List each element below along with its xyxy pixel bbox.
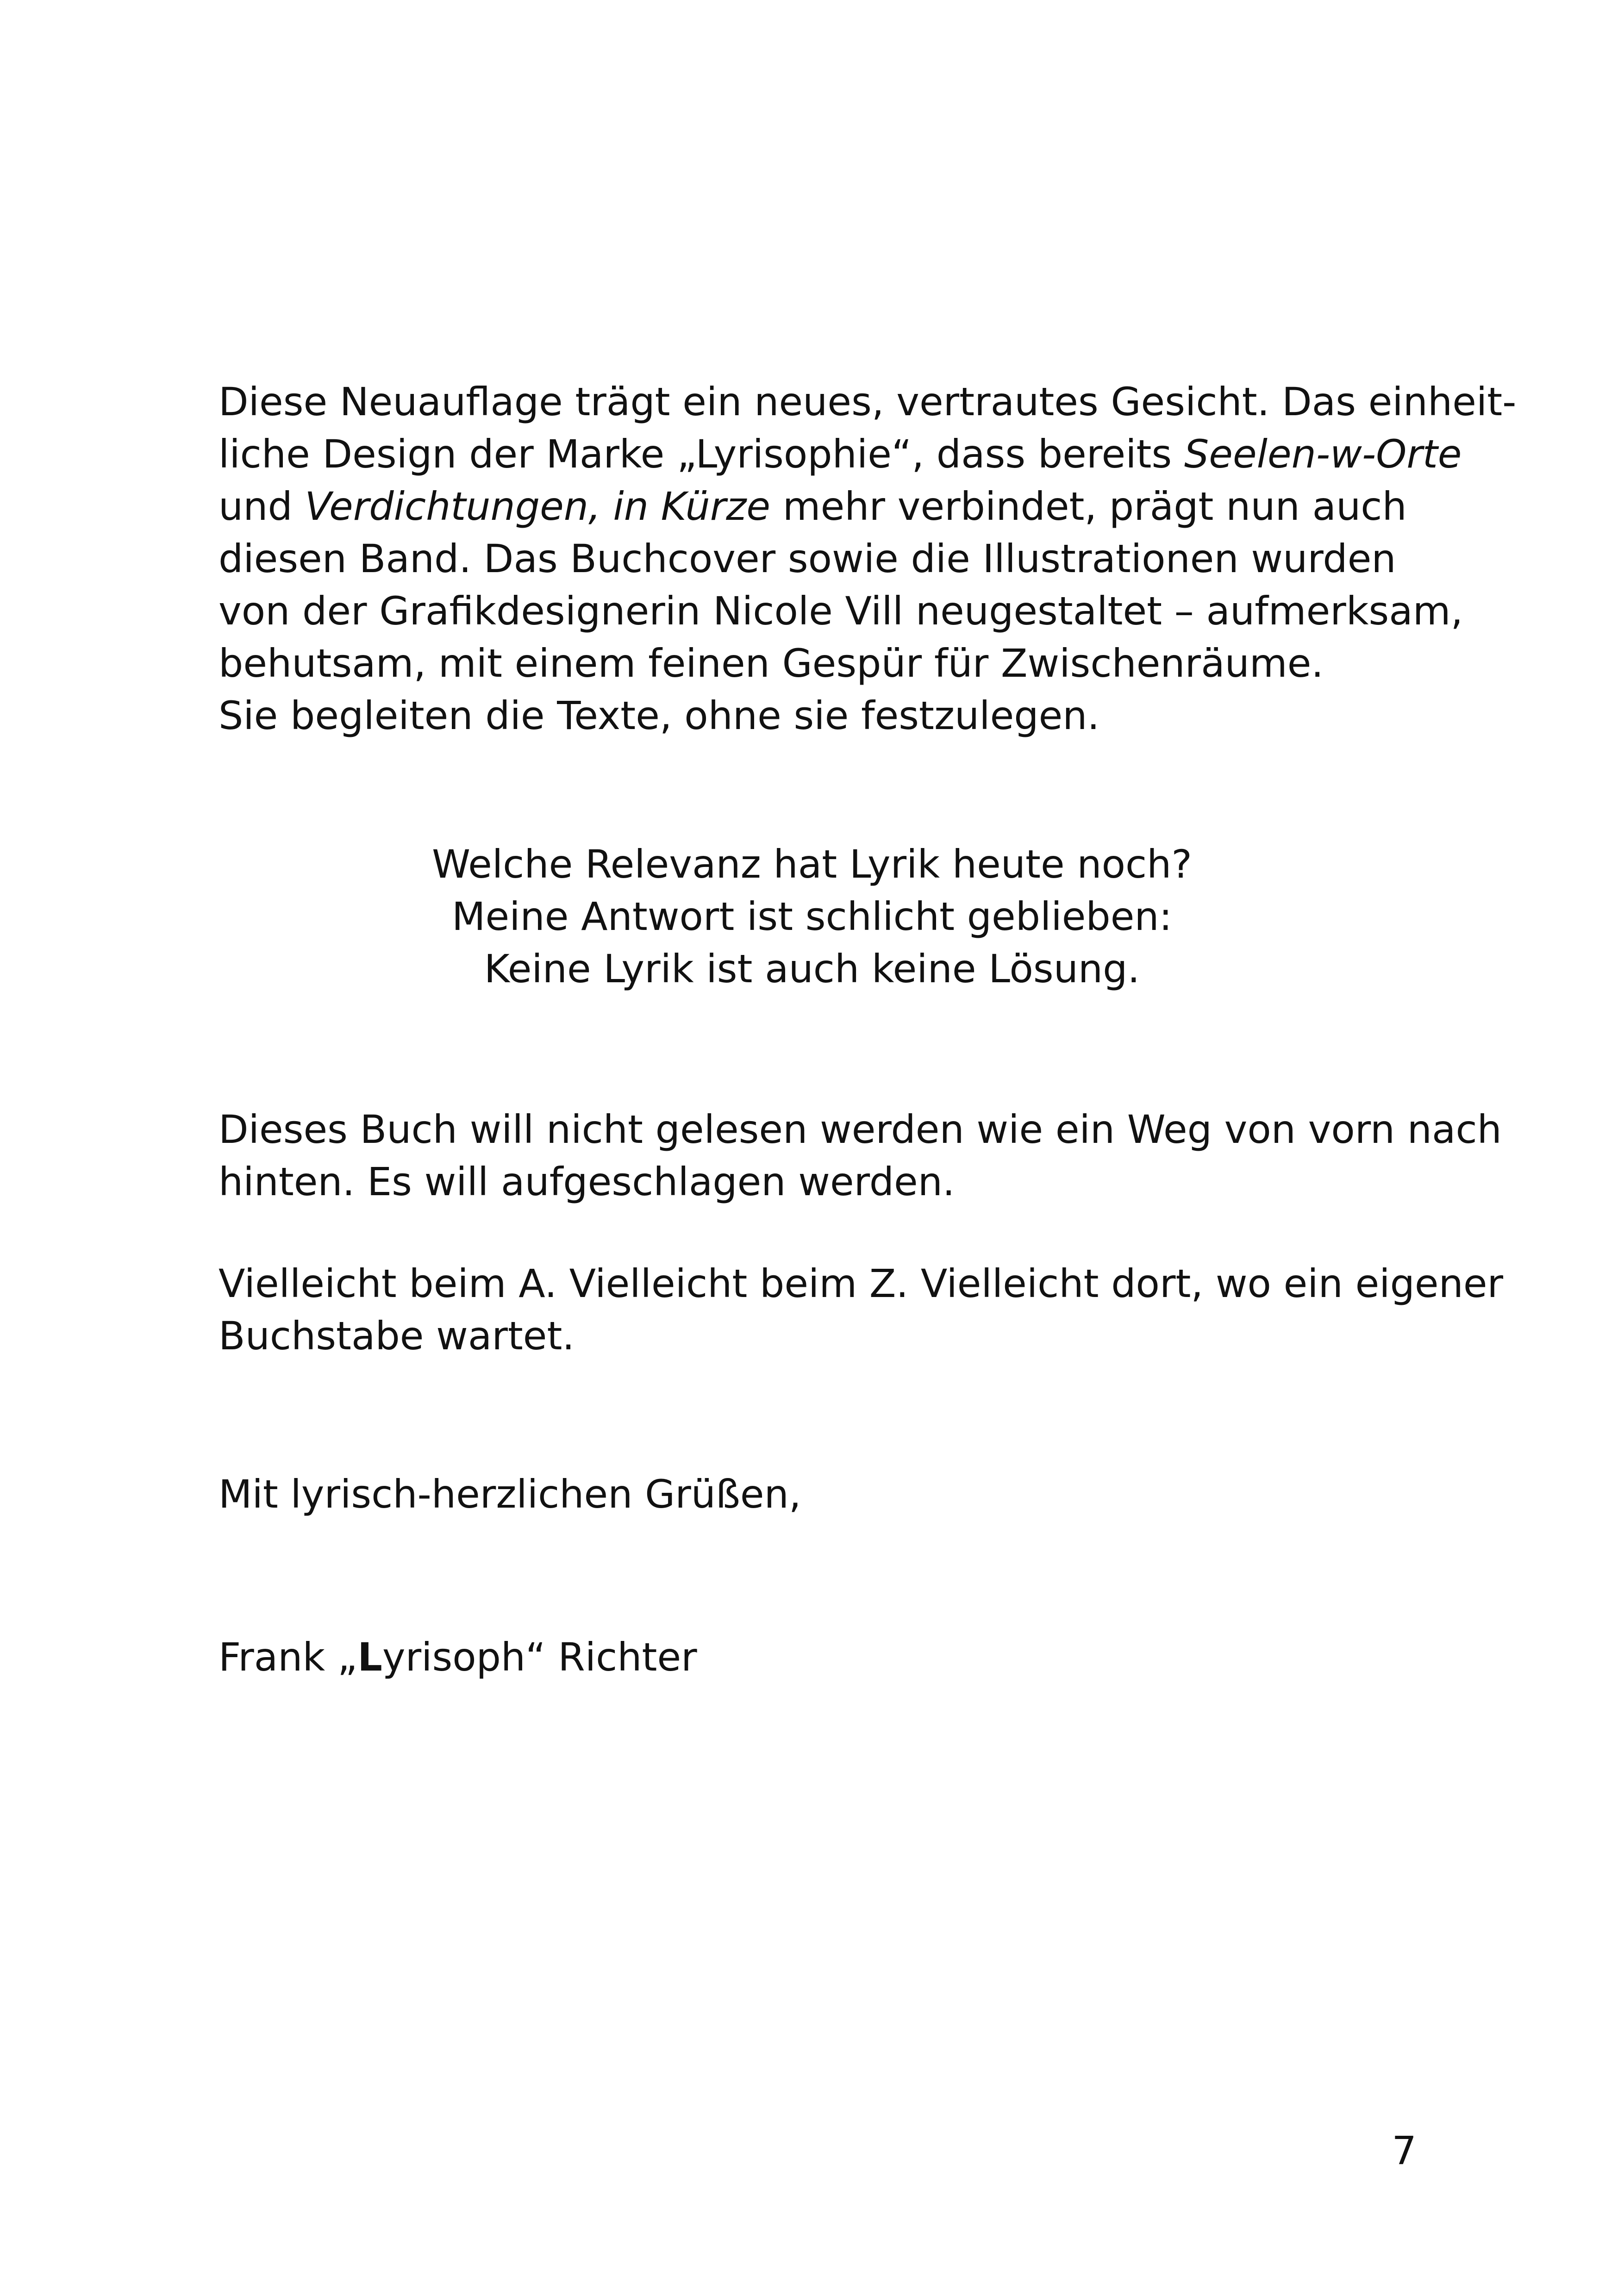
reading-paragraph bbox=[219, 1104, 1502, 1208]
quote-line: Welche Relevanz hat Lyrik heute noch? bbox=[432, 842, 1192, 887]
paragraph-line: Buchstabe wartet. bbox=[219, 1313, 575, 1359]
book-title-seelen-w-orte: Seelen-w-Orte bbox=[1184, 431, 1462, 477]
letter-paragraph bbox=[219, 1258, 1503, 1362]
intro-line: von der Grafikdesignerin Nicole Vill neugestaltet – aufmerksam, bbox=[219, 588, 1463, 634]
signature bbox=[219, 1631, 697, 1684]
paragraph-line: hinten. Es will aufgeschlagen werden. bbox=[219, 1159, 955, 1204]
intro-line: diesen Band. Das Buchcover sowie die Illustrationen wurden bbox=[219, 536, 1396, 581]
closing-greeting bbox=[219, 1468, 801, 1521]
intro-line bbox=[219, 428, 1516, 480]
book-title-verdichtungen: Verdichtungen, in Kürze bbox=[305, 484, 771, 529]
intro-text: liche Design der Marke „Lyrisophie“, dass bereits bbox=[219, 431, 1184, 477]
intro-text: mehr verbindet, prägt nun auch bbox=[770, 484, 1407, 529]
intro-line: behutsam, mit einem feinen Gespür für Zwischenräume. bbox=[219, 641, 1324, 686]
page-number: 7 bbox=[1392, 2128, 1417, 2173]
closing-line: Mit lyrisch-herzlichen Grüßen, bbox=[219, 1472, 801, 1517]
signature-bold-letter: L bbox=[357, 1634, 382, 1680]
signature-line bbox=[219, 1631, 697, 1684]
intro-line bbox=[219, 480, 1516, 533]
intro-line: Sie begleiten die Texte, ohne sie festzulegen. bbox=[219, 693, 1100, 738]
quote-line: Keine Lyrik ist auch keine Lösung. bbox=[484, 946, 1140, 992]
quote-block bbox=[0, 838, 1624, 995]
paragraph-line: Dieses Buch will nicht gelesen werden wie ein Weg von vorn nach bbox=[219, 1107, 1502, 1152]
intro-paragraph bbox=[219, 376, 1516, 742]
quote-line: Meine Antwort ist schlicht geblieben: bbox=[452, 894, 1172, 939]
signature-text: Frank „ bbox=[219, 1634, 358, 1680]
intro-text: und bbox=[219, 484, 305, 529]
paragraph-line: Vielleicht beim A. Vielleicht beim Z. Vielleicht dort, wo ein eigener bbox=[219, 1261, 1504, 1306]
signature-text: yrisoph“ Richter bbox=[382, 1634, 697, 1680]
intro-line: Diese Neuauflage trägt ein neues, vertrautes Gesicht. Das einheit- bbox=[219, 379, 1517, 424]
